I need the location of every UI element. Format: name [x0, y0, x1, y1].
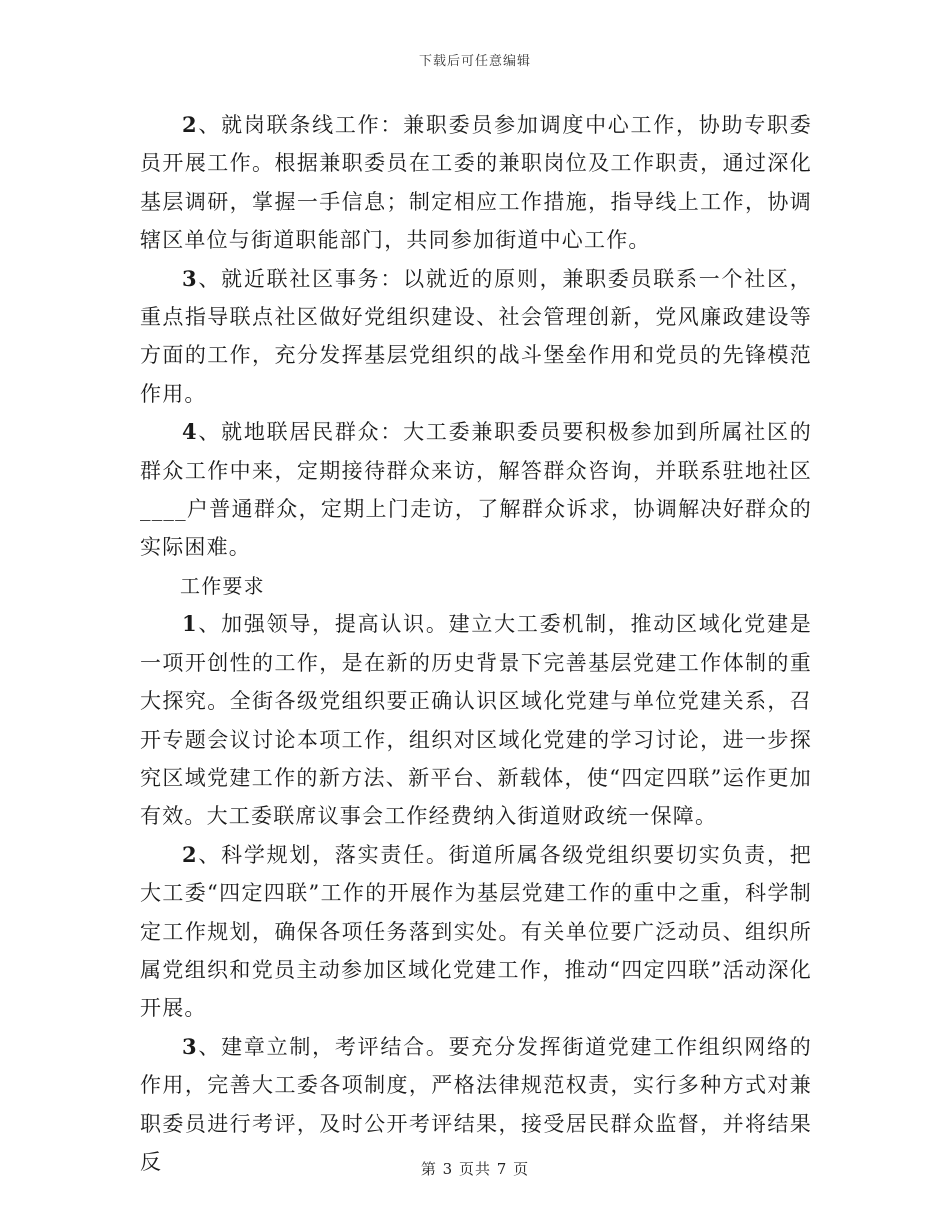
paragraph-text: 、科学规划，落实责任。街道所属各级党组织要切实负责，把大工委“四定四联”工作的开展作为基层党建工作的重中之重，科学制定工作规划，确保各项任务落到实处。有关单位要广泛动员、组织所属党组织和党员主动参加区域化党建工作，推动“四定四联”活动深化开展。 — [140, 842, 812, 1021]
paragraph-number: 3 — [182, 265, 198, 291]
paragraph-duty-4 — [140, 413, 812, 567]
paragraph-text: 、就地联居民群众：大工委兼职委员要积极参加到所属社区的群众工作中来，定期接待群众来访，解答群众咨询，并联系驻地社区____户普通群众，定期上门走访，了解群众诉求，协调解决好群众的实际困难。 — [140, 420, 812, 560]
paragraph-number: 4 — [182, 419, 198, 445]
paragraph-text: 、建章立制，考评结合。要充分发挥街道党建工作组织网络的作用，完善大工委各项制度，严格法律规范权责，实行多种方式对兼职委员进行考评，及时公开考评结果，接受居民群众监督，并将结果反 — [140, 1034, 812, 1174]
section-heading: 工作要求 — [180, 573, 265, 598]
page-number: 第 3 页共 7 页 — [420, 1160, 530, 1178]
paragraph-text: 、就岗联条线工作：兼职委员参加调度中心工作，协助专职委员开展工作。根据兼职委员在工委的兼职岗位及工作职责，通过深化基层调研，掌握一手信息；制定相应工作措施，指导线上工作，协调辖区单位与街道职能部门，共同参加街道中心工作。 — [140, 113, 812, 253]
document-body — [140, 106, 812, 1181]
paragraph-requirement-2 — [140, 836, 812, 1028]
paragraph-number: 1 — [182, 611, 198, 637]
page-header — [0, 50, 950, 69]
paragraph-number: 2 — [182, 841, 198, 867]
paragraph-text: 、加强领导，提高认识。建立大工委机制，推动区域化党建是一项开创性的工作，是在新的历史背景下完善基层党建工作体制的重大探究。全街各级党组织要正确认识区域化党建与单位党建关系，召开专题会议讨论本项工作，组织对区域化党建的学习讨论，进一步探究区域党建工作的新方法、新平台、新载体，使“四定四联”运作更加有效。大工委联席议事会工作经费纳入街道财政统一保障。 — [140, 612, 812, 829]
page-footer — [0, 1158, 950, 1179]
paragraph-requirement-1 — [140, 605, 812, 835]
header-text: 下载后可任意编辑 — [418, 54, 531, 69]
paragraph-duty-2 — [140, 106, 812, 260]
paragraph-number: 2 — [182, 112, 198, 137]
paragraph-number: 3 — [182, 1033, 198, 1059]
paragraph-duty-3 — [140, 260, 812, 414]
paragraph-text: 、就近联社区事务：以就近的原则，兼职委员联系一个社区，重点指导联点社区做好党组织建设、社会管理创新，党风廉政建设等方面的工作，充分发挥基层党组织的战斗堡垒作用和党员的先锋模范作用。 — [140, 266, 812, 406]
